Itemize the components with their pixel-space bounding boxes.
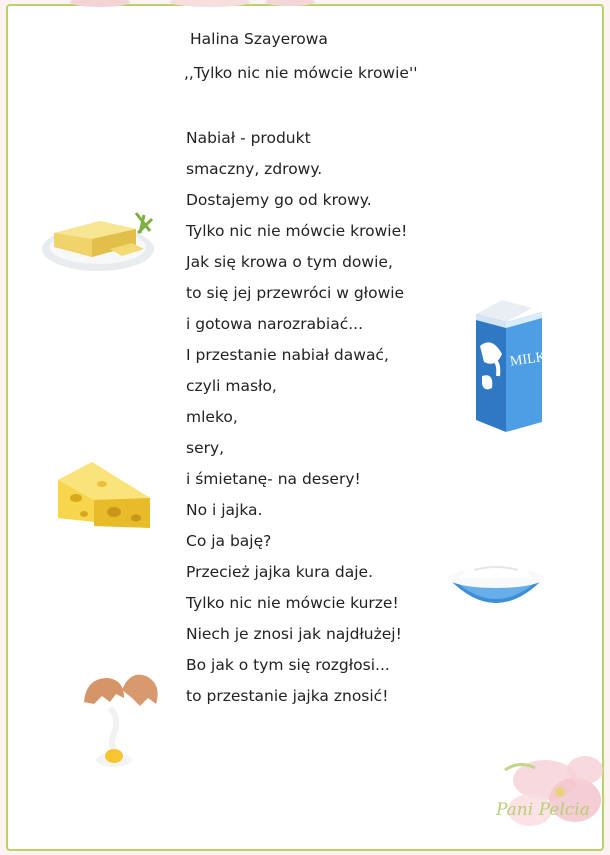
author-name: Halina Szayerowa [190, 30, 328, 48]
poem-title: ,,Tylko nic nie mówcie krowie'' [184, 64, 418, 82]
poem-line: czyli masło, [186, 377, 277, 395]
poem-line: Bo jak o tym się rozgłosi... [186, 656, 390, 674]
poem-line: mleko, [186, 408, 238, 426]
poem-line: to się jej przewróci w głowie [186, 284, 405, 302]
poem-line: Dostajemy go od krowy. [186, 191, 372, 209]
poem-line: Przecież jajka kura daje. [186, 563, 374, 581]
cheese-icon [54, 458, 154, 532]
brand-watermark: Pani Pelcia [496, 800, 590, 820]
poem-line: to przestanie jajka znosić! [186, 687, 389, 705]
cream-bowl-icon [444, 548, 548, 620]
milk-label: MILK [509, 349, 547, 370]
poem-line: No i jajka. [186, 501, 263, 519]
poem-body [186, 123, 407, 712]
poem-line: Jak się krowa o tym dowie, [186, 253, 393, 271]
poem-line: Tylko nic nie mówcie krowie! [186, 222, 408, 240]
poem-line: Nabiał - produkt [186, 129, 311, 147]
poem-line: i gotowa narozrabiać... [186, 315, 364, 333]
butter-icon [40, 203, 158, 275]
poem-line: Niech je znosi jak najdłużej! [186, 625, 402, 643]
top-flower-decoration [60, 0, 320, 8]
milk-carton-icon [462, 296, 550, 436]
corner-flower-decoration [490, 740, 605, 850]
poem-line: smaczny, zdrowy. [186, 160, 323, 178]
poem-line: Co ja baję? [186, 532, 272, 550]
egg-icon [80, 668, 164, 772]
poem-line: i śmietanę- na desery! [186, 470, 361, 488]
poem-line: sery, [186, 439, 225, 457]
poem-line: I przestanie nabiał dawać, [186, 346, 389, 364]
poem-line: Tylko nic nie mówcie kurze! [186, 594, 399, 612]
